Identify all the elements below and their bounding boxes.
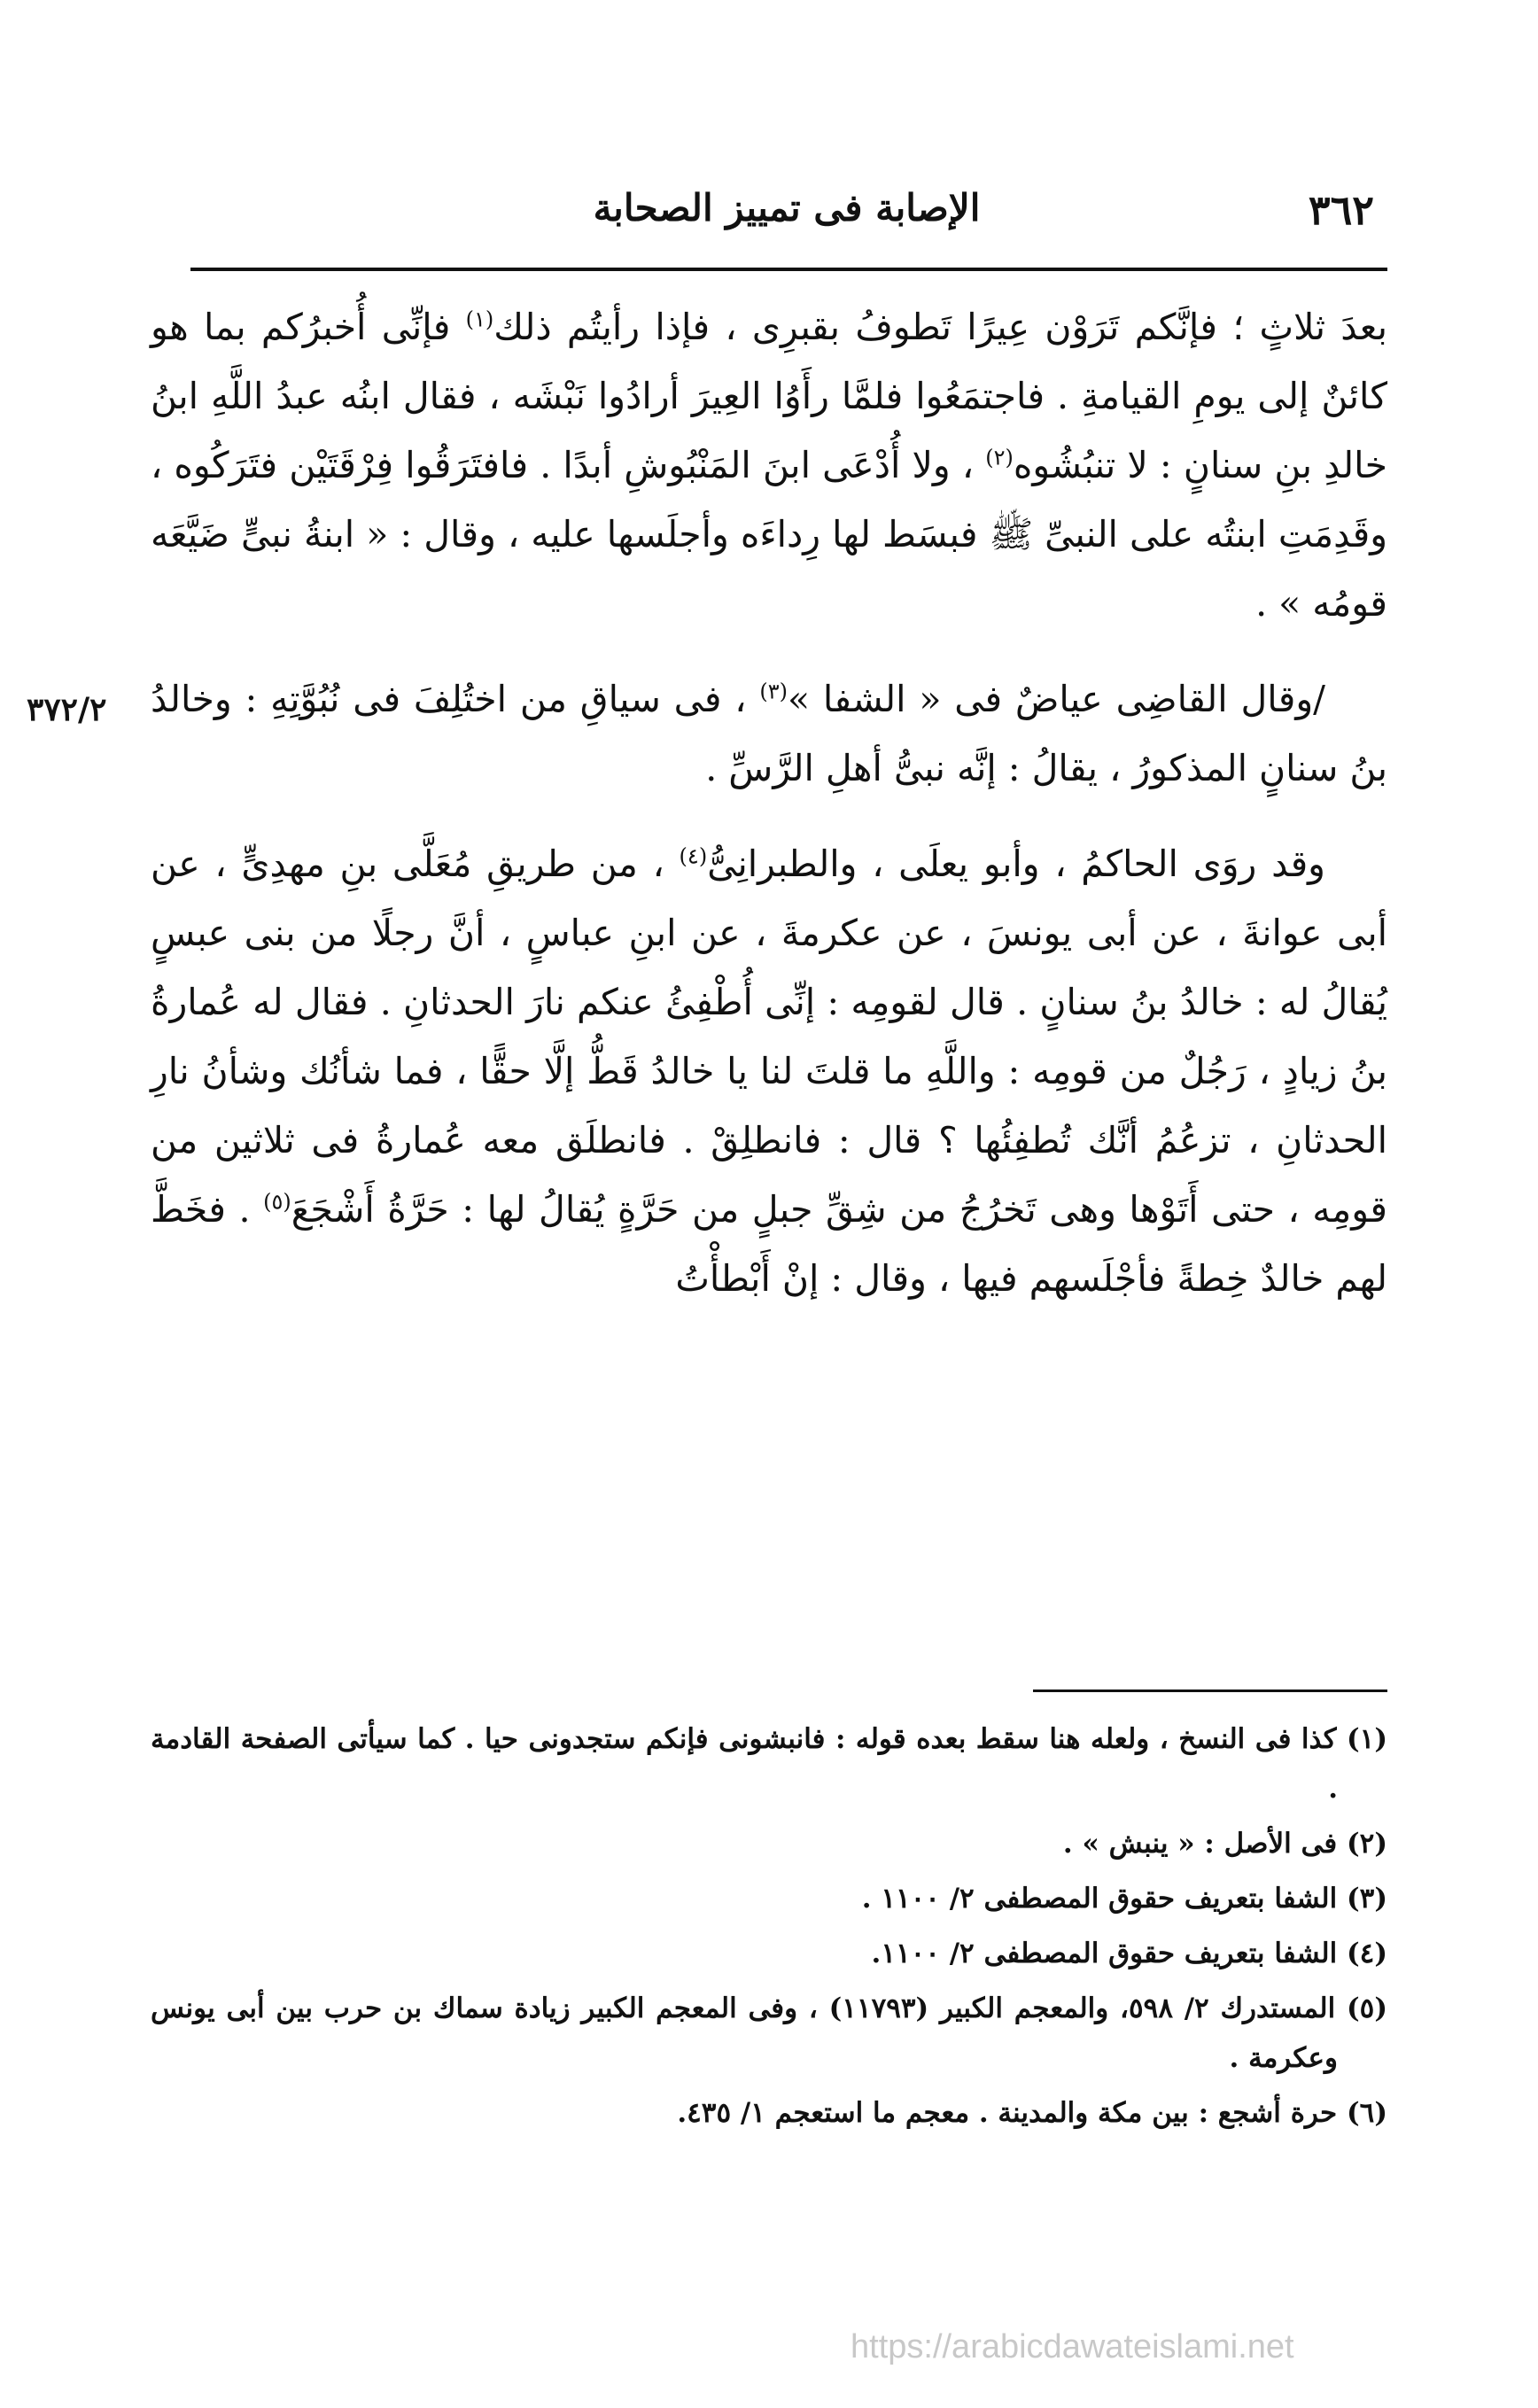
text-run: . فخَطَّ لهم خالدٌ خِطةً فأجْلَسهم فيها ، وقال : إنْ أَبْطأْتُ	[151, 1188, 1387, 1300]
paragraph-2-wrap	[27, 664, 1387, 803]
footnote-ref-4[interactable]: (٤)	[679, 843, 708, 869]
margin-reference: ٣٧٢/٢	[27, 691, 107, 728]
main-text	[27, 292, 1387, 1313]
footnote-ref-5[interactable]: (٥)	[263, 1189, 291, 1215]
footnote: (٦) حرة أشجع : بين مكة والمدينة . معجم ما استعجم ١/ ٤٣٥.	[677, 2097, 1387, 2129]
running-title: الإصابة فى تمييز الصحابة	[593, 186, 981, 229]
text-run: وقد روَى الحاكمُ ، وأبو يعلَى ، والطبرانِىُّ	[707, 843, 1325, 885]
footnote-rule	[1033, 1689, 1387, 1692]
header-rule	[190, 268, 1387, 271]
footnote: (٤) الشفا بتعريف حقوق المصطفى ٢/ ١١٠٠.	[871, 1938, 1387, 1969]
text-run: /وقال القاضِى عياضٌ فى « الشفا »	[787, 678, 1325, 720]
footnote-ref-3[interactable]: (٣)	[759, 679, 788, 704]
text-run: فإنِّى أُخبرُكم بما هو كائنٌ إلى يومِ القيامةِ . فاجتمَعُوا فلمَّا رأَوُا العِيرَ أرادُوا نَبْشَه ، فقال ابنُه عبدُ اللَّهِ ابنُ خالدِ بنِ سنانٍ : لا تنبُشُوه	[151, 306, 1387, 486]
paragraph-3	[151, 829, 1387, 1313]
text-run: ، فى سياقِ من اختُلِفَ فى نُبُوَّتِهِ : وخالدُ بنُ سنانٍ المذكورُ ، يقالُ : إنَّه نبىُّ أهلِ الرَّسِّ .	[151, 678, 1387, 789]
footnote-ref-2[interactable]: (٢)	[985, 445, 1014, 470]
footnote: (٢) فى الأصل : « ينبش » .	[1062, 1828, 1387, 1860]
page-header	[199, 177, 1374, 248]
footnote-ref-1[interactable]: (١)	[465, 307, 494, 332]
text-run: بعدَ ثلاثٍ ؛ فإنَّكم تَرَوْن عِيرًا تَطوفُ بقبرِى ، فإذا رأيتُم ذلك	[493, 306, 1387, 348]
paragraph-2	[151, 664, 1387, 803]
watermark-url: https://arabicdawateislami.net	[851, 2328, 1294, 2365]
paragraph-1	[151, 292, 1387, 638]
text-run: ، من طريقِ مُعَلَّى بنِ مهدِىٍّ ، عن أبى عوانةَ ، عن أبى يونسَ ، عن عكرمةَ ، عن ابنِ عباسٍ ، أنَّ رجلًا من بنى عبسٍ يُقالُ له : خالدُ بنُ سنانٍ . قال لقومِه : إنِّى أُطْفِئُ عنكم نارَ الحدثانِ . فقال له عُمارةُ بنُ زيادٍ ، رَجُلٌ من قومِه : واللَّهِ ما قلتَ لنا يا خالدُ قَطُّ إلَّا حقًّا ، فما شأنُك وشأنُ نارِ الحدثانِ ، تزعُمُ أنَّك تُطفِئُها ؟ قال : فانطلِقْ . فانطلَق معه عُمارةُ فى ثلاثين من قومِه ، حتى أَتَوْها وهى تَخرُجُ من شِقِّ جبلٍ من حَرَّةٍ يُقالُ لها : حَرَّةُ أَشْجَعَ	[151, 843, 1387, 1231]
footnotes	[151, 1714, 1387, 2143]
footnote: (٣) الشفا بتعريف حقوق المصطفى ٢/ ١١٠٠ .	[861, 1883, 1387, 1915]
page-number: ٣٦٢	[1308, 186, 1374, 234]
footnote: (١) كذا فى النسخ ، ولعله هنا سقط بعده قوله : فانبشونى فإنكم ستجدونى حيا . كما سيأتى الصفحة القادمة .	[151, 1723, 1387, 1805]
footnote: (٥) المستدرك ٢/ ٥٩٨، والمعجم الكبير (١١٧٩٣) ، وفى المعجم الكبير زيادة سماك بن حرب بين أبى يونس وعكرمة .	[151, 1992, 1387, 2074]
text-run: ، ولا أُدْعَى ابنَ المَنْبُوشِ أبدًا . فافتَرَقُوا فِرْقَتَيْن فتَرَكُوه ، وقَدِمَتِ ابنتُه على النبىِّ ﷺ فبسَط لها رِداءَه وأجلَسها عليه ، وقال : « ابنةُ نبىٍّ ضَيَّعَه قومُه » .	[151, 444, 1387, 625]
